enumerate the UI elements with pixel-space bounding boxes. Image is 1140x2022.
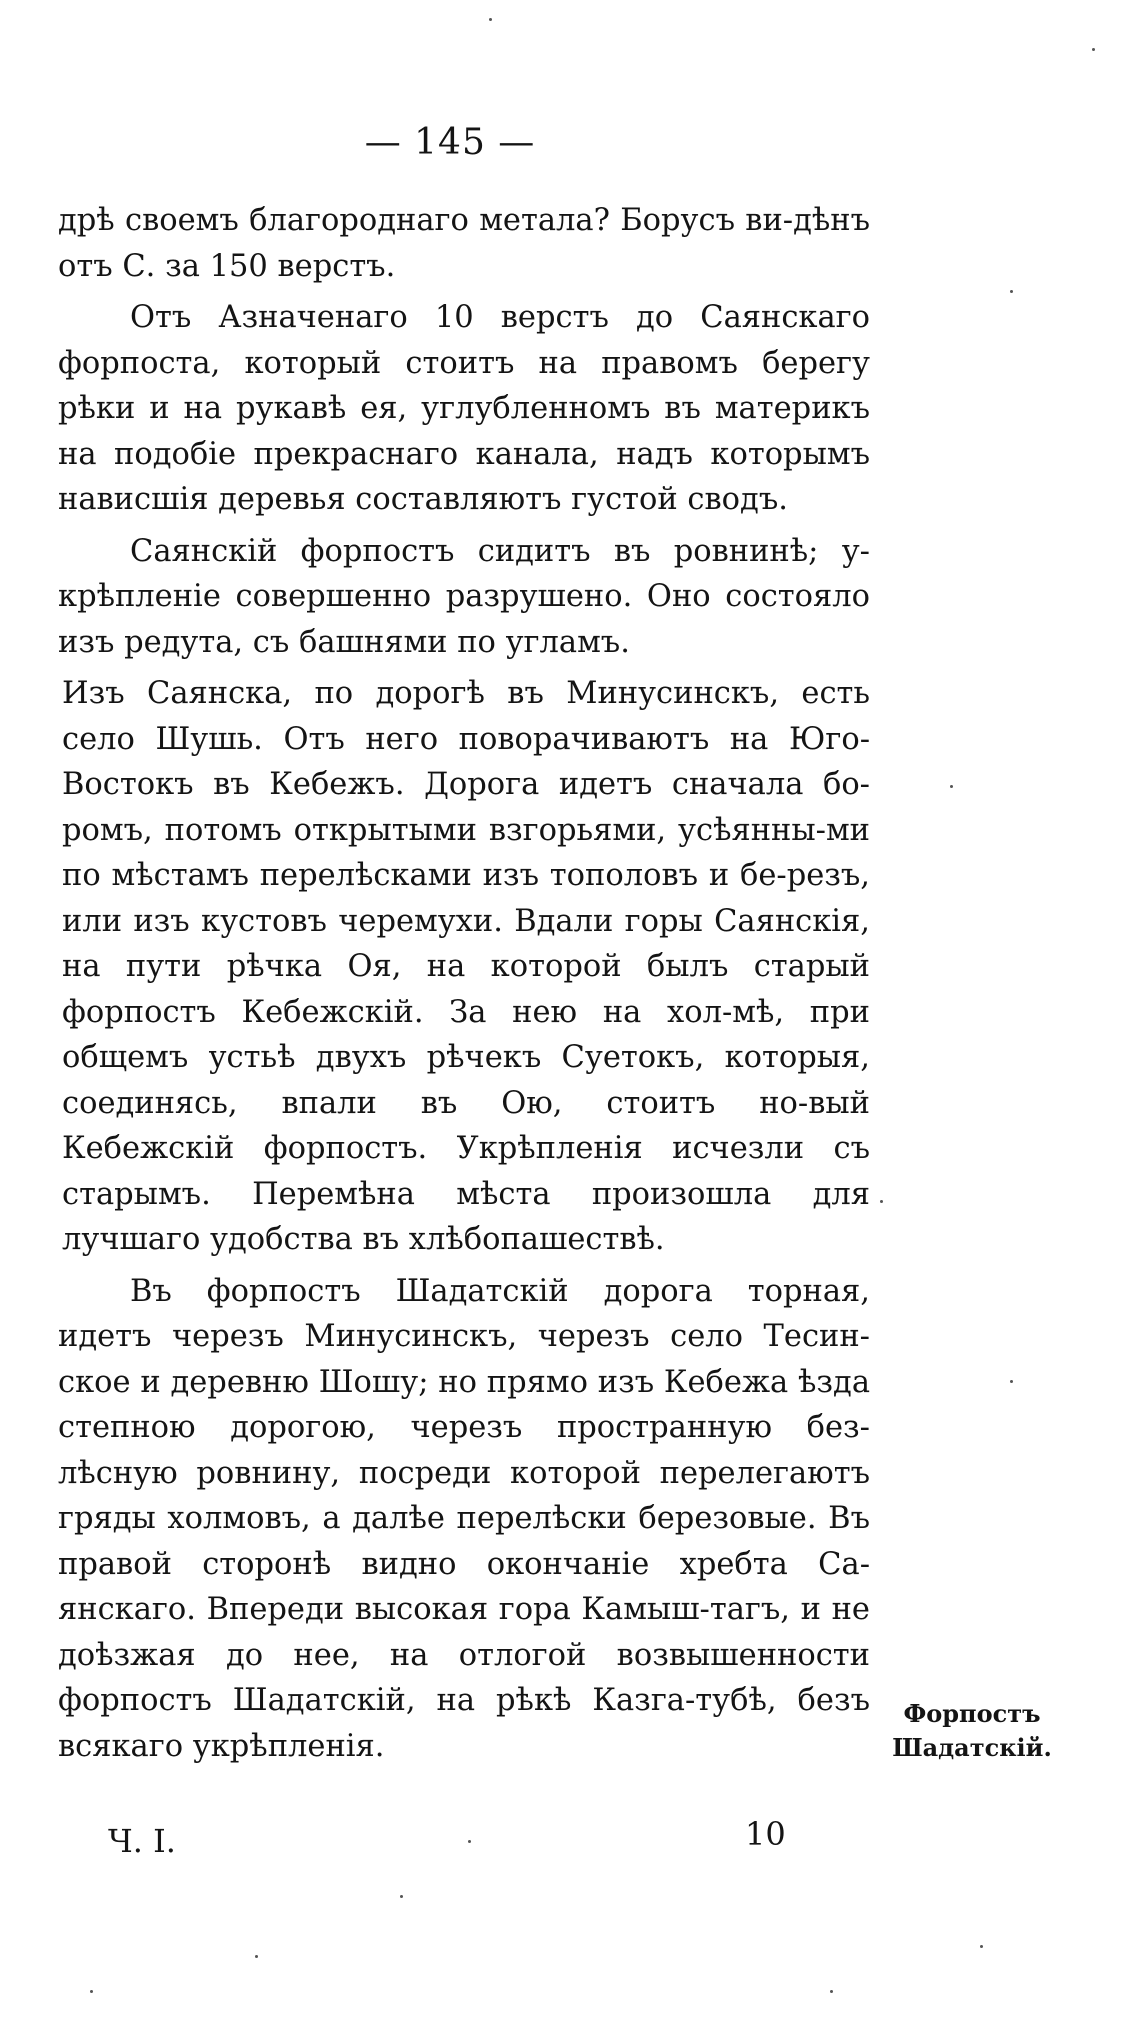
footer-signature: Ч. I. — [108, 1822, 176, 1860]
paragraph-kebezh-road: Изъ Саянска, по дорогѣ въ Минусинскъ, есть село Шушь. Отъ него поворачиваютъ на Юго-Востокъ въ Кебежъ. Дорога идетъ сначала бо-ромъ, потомъ открытыми взгорьями, усѣянны-ми по мѣстамъ перелѣсками изъ тополовъ и бе-резъ, или изъ кустовъ черемухи. Вдали горы Саянскія, на пути рѣчка Оя, на которой былъ старый форпостъ Кебежскій. За нею на хол-мѣ, при общемъ устьѣ двухъ рѣчекъ Суетокъ, которыя, соединясь, впали въ Ою, стоитъ но-вый Кебежскій форпостъ. Укрѣпленія исчезли съ старымъ. Перемѣна мѣста произошла для лучшаго удобства въ хлѣбопашествѣ. — [62, 676, 870, 1257]
marginal-note-line: Форпостъ — [903, 1699, 1041, 1728]
marginal-note-line: Шадатскій. — [892, 1733, 1052, 1762]
scan-speck — [468, 1840, 471, 1843]
scan-speck — [1010, 1380, 1013, 1383]
scan-speck — [830, 1990, 833, 1993]
marginal-note — [882, 1697, 1062, 1765]
scan-speck — [950, 785, 953, 788]
scan-speck — [90, 1990, 93, 1993]
paragraph-continuation: дрѣ своемъ благороднаго метала? Борусъ ви-дѣнъ отъ С. за 150 верстъ. — [58, 203, 870, 284]
scan-speck — [400, 1895, 403, 1898]
paragraph-shadat-road: Въ форпостъ Шадатскій дорога торная, идетъ черезъ Минусинскъ, черезъ село Тесин-ское и деревню Шошу; но прямо изъ Кебежа ѣзда степною дорогою, черезъ пространную без-лѣсную ровнину, посреди которой перелегаютъ гряды холмовъ, а далѣе перелѣски березовые. Въ правой сторонѣ видно окончаніе хребта Са-янскаго. Впереди высокая гора Камыш-тагъ, и не доѣзжая до нее, на отлогой возвышенности форпостъ Шадатскій, на рѣкѣ Казга-тубѣ, безъ всякаго укрѣпленія. — [58, 1273, 870, 1764]
paragraph-saiansk-fort: Отъ Азначенаго 10 верстъ до Саянскаго форпоста, который стоитъ на правомъ берегу рѣки и на рукавѣ ея, углубленномъ въ материкъ на подобіе прекраснаго канала, надъ которымъ нависшія деревья составляютъ густой сводъ. — [58, 300, 870, 517]
scan-speck — [980, 1945, 983, 1948]
page-number: — 145 — — [364, 122, 536, 163]
footer-sheet-number: 10 — [745, 1815, 786, 1853]
scan-speck — [1092, 48, 1095, 51]
scan-speck — [255, 1955, 258, 1958]
scan-speck — [880, 1200, 883, 1203]
scan-speck — [1010, 290, 1013, 293]
scan-speck — [489, 18, 492, 21]
body-text — [58, 198, 870, 1769]
paragraph-fort-ruins: Саянскій форпостъ сидитъ въ ровнинѣ; у-крѣпленіе совершенно разрушено. Оно состояло изъ редута, съ башнями по угламъ. — [58, 533, 870, 660]
